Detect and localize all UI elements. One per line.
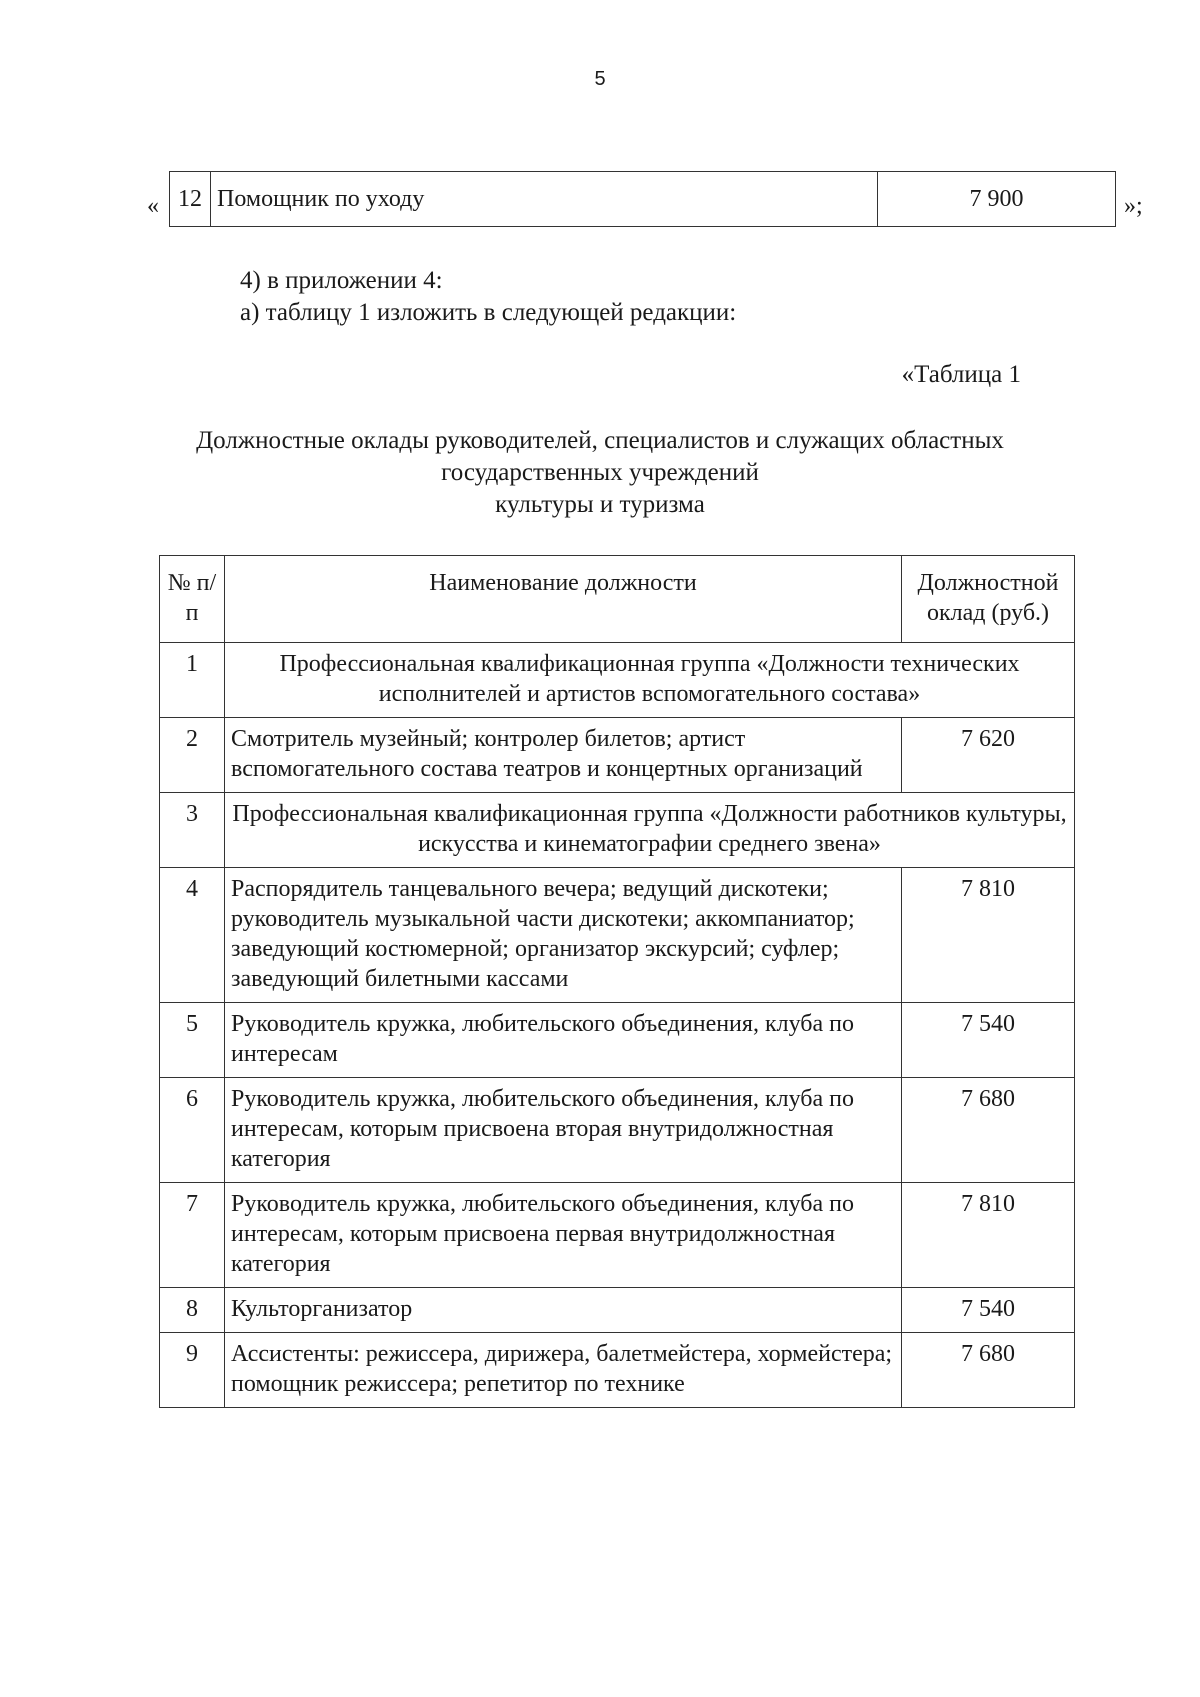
previous-table-fragment [169, 171, 1116, 227]
row-number: 4 [160, 868, 225, 1003]
instruction-line-1: 4) в приложении 4: [240, 267, 443, 294]
salary-value: 7 540 [902, 1288, 1075, 1333]
instruction-line-2: а) таблицу 1 изложить в следующей редакции: [240, 299, 737, 326]
table-title-line-1: Должностные оклады руководителей, специалистов и служащих областных [196, 427, 1004, 454]
table-row [160, 868, 1075, 1003]
position-name: Культорганизатор [225, 1288, 902, 1333]
page-number: 5 [594, 68, 606, 90]
row-number: 1 [160, 643, 225, 718]
table-row-group [160, 793, 1075, 868]
table-row [160, 1288, 1075, 1333]
table-row-group [160, 643, 1075, 718]
qualification-group: Профессиональная квалификационная группа «Должности работников культуры, искусства и кинематографии среднего звена» [225, 793, 1075, 868]
salary-value: 7 680 [902, 1078, 1075, 1183]
header-number: № п/п [160, 556, 225, 643]
row-number: 9 [160, 1333, 225, 1408]
row-number: 7 [160, 1183, 225, 1288]
header-salary: Должностной оклад (руб.) [902, 556, 1075, 643]
header-position: Наименование должности [225, 556, 902, 643]
table-row [160, 1183, 1075, 1288]
row-number: 8 [160, 1288, 225, 1333]
table-label: «Таблица 1 [901, 361, 1021, 388]
table-row [170, 172, 1116, 227]
quote-open: « [147, 193, 159, 219]
salary-value: 7 810 [902, 1183, 1075, 1288]
salary-value: 7 620 [902, 718, 1075, 793]
salary-value: 7 810 [902, 868, 1075, 1003]
table-row [160, 718, 1075, 793]
row-number: 2 [160, 718, 225, 793]
salary-value: 7 900 [878, 172, 1116, 227]
table-title-line-3: культуры и туризма [495, 491, 705, 518]
position-name: Руководитель кружка, любительского объединения, клуба по интересам, которым присвоена первая внутридолжностная категория [225, 1183, 902, 1288]
salary-value: 7 680 [902, 1333, 1075, 1408]
table-header-row [160, 556, 1075, 643]
table-row [160, 1078, 1075, 1183]
salary-table [159, 555, 1075, 1408]
position-name: Смотритель музейный; контролер билетов; артист вспомогательного состава театров и концертных организаций [225, 718, 902, 793]
row-number: 12 [170, 172, 211, 227]
position-name: Ассистенты: режиссера, дирижера, балетмейстера, хормейстера; помощник режиссера; репетитор по технике [225, 1333, 902, 1408]
table-row [160, 1333, 1075, 1408]
table-title [150, 425, 1050, 521]
position-name: Руководитель кружка, любительского объединения, клуба по интересам [225, 1003, 902, 1078]
position-name: Руководитель кружка, любительского объединения, клуба по интересам, которым присвоена вторая внутридолжностная категория [225, 1078, 902, 1183]
row-number: 5 [160, 1003, 225, 1078]
position-name: Помощник по уходу [211, 172, 878, 227]
position-name: Распорядитель танцевального вечера; ведущий дискотеки; руководитель музыкальной части дискотеки; аккомпаниатор; заведующий костюмерной; организатор экскурсий; суфлер; заведующий билетными кассами [225, 868, 902, 1003]
row-number: 3 [160, 793, 225, 868]
quote-close: »; [1124, 193, 1143, 219]
table-title-line-2: государственных учреждений [441, 459, 759, 486]
qualification-group: Профессиональная квалификационная группа «Должности технических исполнителей и артистов вспомогательного состава» [225, 643, 1075, 718]
table-row [160, 1003, 1075, 1078]
row-number: 6 [160, 1078, 225, 1183]
salary-value: 7 540 [902, 1003, 1075, 1078]
